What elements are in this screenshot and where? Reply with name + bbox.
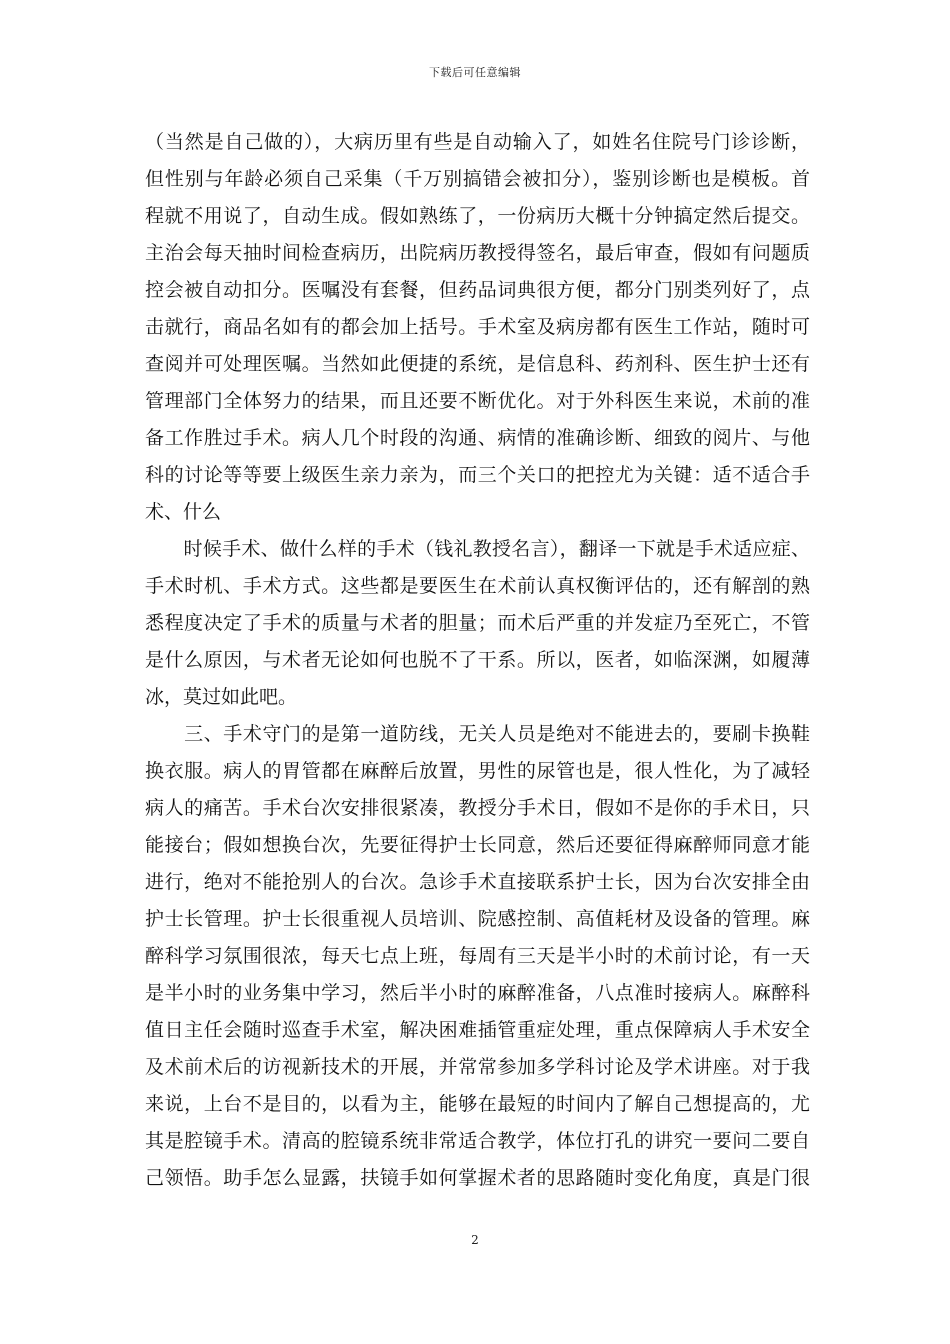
text-line: 及术前术后的访视新技术的开展，并常常参加多学科讨论及学术讲座。对于我 — [145, 1056, 810, 1078]
text-line: 备工作胜过手术。病人几个时段的沟通、病情的准确诊断、细致的阅片、与他 — [145, 427, 810, 449]
text-line: 查阅并可处理医嘱。当然如此便捷的系统，是信息科、药剂科、医生护士还有 — [145, 353, 810, 375]
text-line: 进行，绝对不能抢别人的台次。急诊手术直接联系护士长，因为台次安排全由 — [145, 871, 810, 893]
page-number: 2 — [471, 1233, 479, 1247]
text-line: 能接台；假如想换台次，先要征得护士长同意，然后还要征得麻醉师同意才能 — [145, 834, 810, 856]
text-line: 术、什么 — [145, 501, 222, 523]
text-line: 悉程度决定了手术的质量与术者的胆量；而术后严重的并发症乃至死亡，不管 — [145, 612, 810, 634]
document-body — [145, 124, 810, 1197]
text-line: 管理部门全体努力的结果，而且还要不断优化。对于外科医生来说，术前的准 — [145, 390, 810, 412]
text-line: 科的讨论等等要上级医生亲力亲为，而三个关口的把控尤为关键：适不适合手 — [145, 464, 810, 486]
text-line: 换衣服。病人的胃管都在麻醉后放置，男性的尿管也是，很人性化，为了减轻 — [145, 760, 810, 782]
text-line: 但性别与年龄必须自己采集（千万别搞错会被扣分），鉴别诊断也是模板。首 — [145, 168, 810, 190]
text-line: 控会被自动扣分。医嘱没有套餐，但药品词典很方便，都分门别类列好了，点 — [145, 279, 810, 301]
text-line: 其是腔镜手术。清高的腔镜系统非常适合教学，体位打孔的讲究一要问二要自 — [145, 1130, 810, 1152]
text-line: 是什么原因，与术者无论如何也脱不了干系。所以，医者，如临深渊，如履薄 — [145, 649, 810, 671]
text-line: 来说，上台不是目的，以看为主，能够在最短的时间内了解自己想提高的，尤 — [145, 1093, 810, 1115]
text-line: 三、手术守门的是第一道防线，无关人员是绝对不能进去的，要刷卡换鞋 — [145, 723, 810, 745]
text-line: 主治会每天抽时间检查病历，出院病历教授得签名，最后审查，假如有问题质 — [145, 242, 810, 264]
text-line: 值日主任会随时巡查手术室，解决困难插管重症处理，重点保障病人手术安全 — [145, 1019, 810, 1041]
text-line: 程就不用说了，自动生成。假如熟练了，一份病历大概十分钟搞定然后提交。 — [145, 205, 810, 227]
text-line: 护士长管理。护士长很重视人员培训、院感控制、高值耗材及设备的管理。麻 — [145, 908, 810, 930]
text-line: 手术时机、手术方式。这些都是要医生在术前认真权衡评估的，还有解剖的熟 — [145, 575, 810, 597]
text-line: 击就行，商品名如有的都会加上括号。手术室及病房都有医生工作站，随时可 — [145, 316, 810, 338]
text-line: 己领悟。助手怎么显露，扶镜手如何掌握术者的思路随时变化角度，真是门很 — [145, 1167, 810, 1189]
text-line: 时候手术、做什么样的手术（钱礼教授名言），翻译一下就是手术适应症、 — [145, 538, 810, 560]
text-line: 是半小时的业务集中学习，然后半小时的麻醉准备，八点准时接病人。麻醉科 — [145, 982, 810, 1004]
text-line: 病人的痛苦。手术台次安排很紧凑，教授分手术日，假如不是你的手术日，只 — [145, 797, 810, 819]
text-line: （当然是自己做的），大病历里有些是自动输入了，如姓名住院号门诊诊断， — [145, 131, 810, 153]
text-line: 醉科学习氛围很浓，每天七点上班，每周有三天是半小时的术前讨论，有一天 — [145, 945, 810, 967]
page-header: 下载后可任意编辑 — [429, 66, 521, 79]
text-line: 冰，莫过如此吧。 — [145, 686, 298, 708]
